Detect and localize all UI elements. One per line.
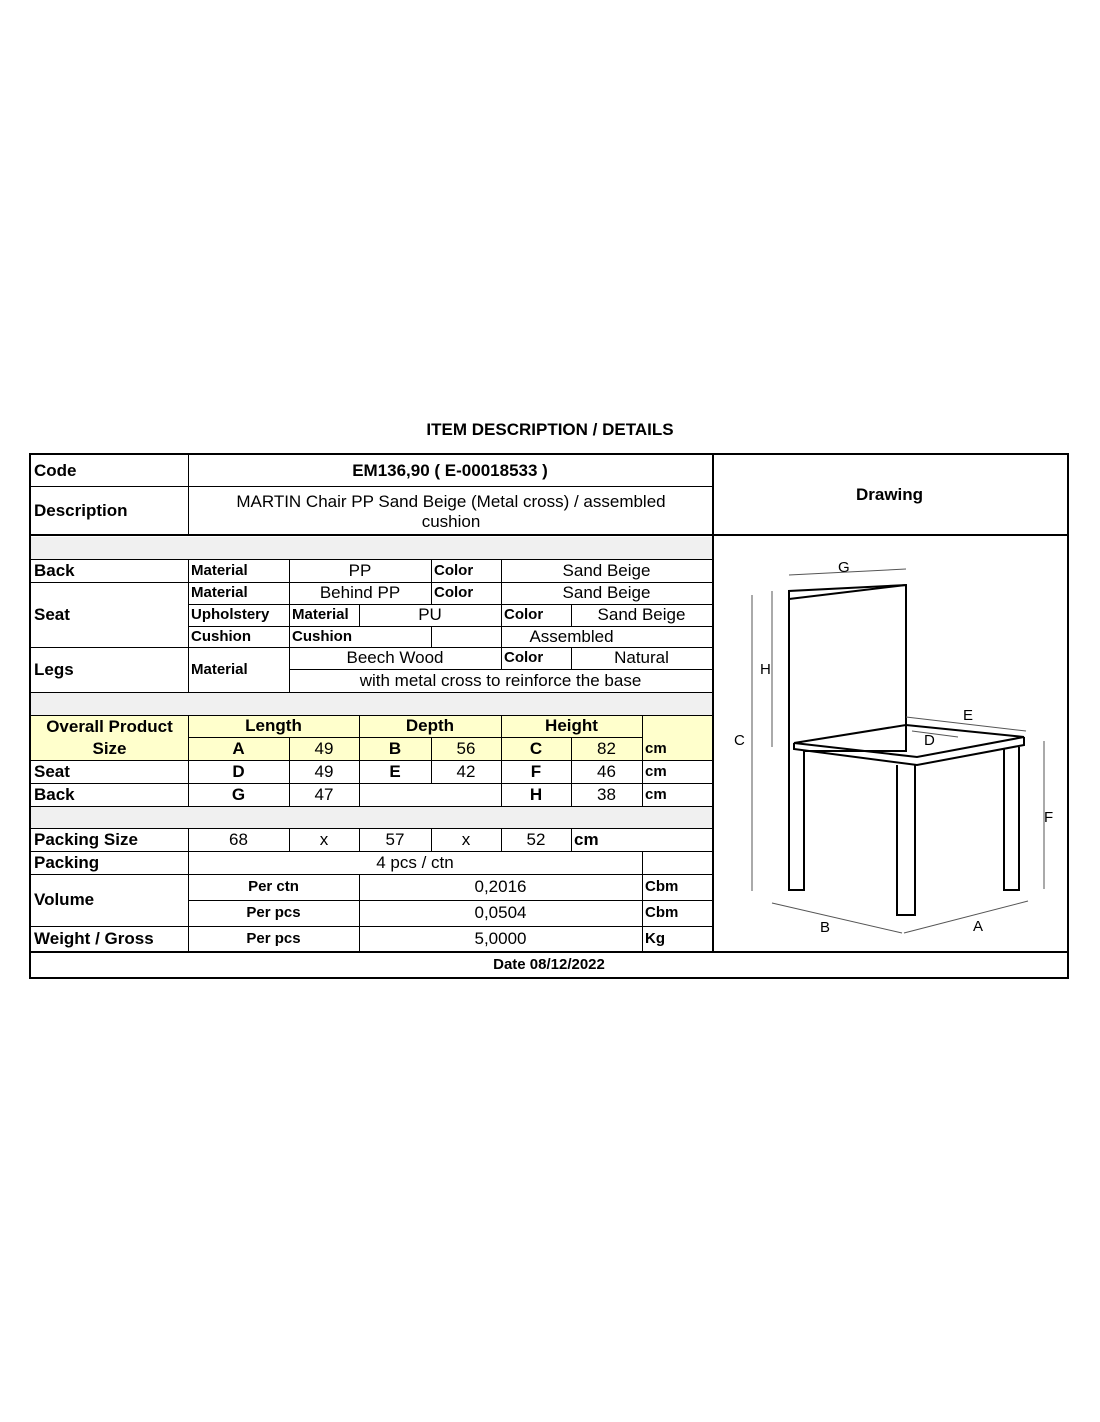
rule <box>501 559 502 669</box>
rule <box>188 604 712 605</box>
rule <box>359 604 360 626</box>
page-title: ITEM DESCRIPTION / DETAILS <box>426 420 674 439</box>
seat-color: Sand Beige <box>562 583 651 602</box>
length-label: Length <box>245 716 302 735</box>
drawing-label-g: G <box>838 559 850 576</box>
size-key-b: B <box>388 738 402 758</box>
rule <box>31 760 712 761</box>
weight-per-label: Per pcs <box>246 930 301 947</box>
chair-diagram <box>712 535 1067 951</box>
seat-size-label: Seat <box>34 761 70 781</box>
drawing-label-f: F <box>1044 809 1054 826</box>
seat-upholstery-color-label: Color <box>504 606 544 623</box>
rule <box>188 626 712 627</box>
seat-material-label: Material <box>191 584 248 601</box>
legs-material: Beech Wood <box>346 648 444 667</box>
back-size-label: Back <box>34 784 75 804</box>
size-key-f: F <box>530 761 542 781</box>
size-key-d: D <box>232 761 245 781</box>
seat-cushion-sub-label: Cushion <box>292 627 352 645</box>
legs-color-label: Color <box>504 649 544 666</box>
volume-per-pcs: 0,0504 <box>474 903 527 922</box>
size-val-g: 47 <box>314 784 334 804</box>
code-label: Code <box>34 461 77 480</box>
back-color-label: Color <box>434 561 474 579</box>
seat-label: Seat <box>34 604 70 624</box>
drawing-label-c: C <box>734 732 745 749</box>
legs-note: with metal cross to reinforce the base <box>359 670 642 690</box>
size-key-h: H <box>529 784 543 804</box>
drawing-label-d: D <box>924 732 935 749</box>
code-value: EM136,90 ( E-00018533 ) <box>352 461 548 480</box>
packing-size-height: 52 <box>526 829 546 849</box>
rule <box>31 715 712 716</box>
rule <box>188 559 189 692</box>
seat-upholstery-label: Upholstery <box>191 606 270 623</box>
chair-drawing <box>712 535 1067 951</box>
size-val-e: 42 <box>456 761 476 781</box>
back-material: PP <box>348 560 372 580</box>
size-val-a: 49 <box>314 738 334 758</box>
packing-label: Packing <box>34 852 100 872</box>
separator-band <box>31 537 712 559</box>
rule <box>31 851 712 852</box>
weight-unit: Kg <box>645 930 665 947</box>
rule <box>289 559 290 692</box>
drawing-label-a: A <box>973 918 984 935</box>
drawing-label-b: B <box>820 919 831 936</box>
rule <box>571 647 572 669</box>
separator-band <box>31 692 712 715</box>
rule <box>31 951 1067 953</box>
depth-label: Depth <box>405 716 455 735</box>
rule <box>359 715 360 806</box>
rule <box>31 486 712 487</box>
size-val-c: 82 <box>597 738 616 758</box>
rule <box>188 737 642 738</box>
seat-color-label: Color <box>434 584 474 601</box>
size-label: Overall Product Size <box>46 716 173 758</box>
packing-size-width: 57 <box>385 829 405 849</box>
rule <box>31 647 712 648</box>
rule <box>31 926 712 927</box>
volume-per-pcs-label: Per pcs <box>246 904 301 921</box>
rule <box>31 582 712 583</box>
drawing-label-h: H <box>760 661 771 678</box>
packing-size-unit: cm <box>574 829 599 849</box>
size-unit: cm <box>645 762 667 780</box>
rule <box>31 874 712 875</box>
volume-per-pcs-unit: Cbm <box>645 904 679 921</box>
drawing-label-e: E <box>963 707 974 724</box>
size-key-e: E <box>389 761 401 781</box>
size-unit: cm <box>645 739 667 757</box>
rule <box>31 806 712 807</box>
packing-size-length: 68 <box>229 829 248 849</box>
description-value: MARTIN Chair PP Sand Beige (Metal cross) / assembled cushion <box>236 492 666 531</box>
volume-per-ctn-unit: Cbm <box>645 878 679 895</box>
rule <box>289 828 290 851</box>
height-label: Height <box>545 716 598 735</box>
rule <box>31 828 712 829</box>
legs-material-label: Material <box>191 660 248 678</box>
size-key-g: G <box>231 784 246 804</box>
seat-cushion-label: Cushion <box>191 627 251 645</box>
chair-leg <box>897 765 915 915</box>
rule <box>431 737 432 783</box>
weight-label: Weight / Gross <box>34 929 154 948</box>
rule <box>188 455 189 535</box>
chair-leg <box>1004 747 1019 890</box>
rule <box>359 874 360 951</box>
legs-color: Natural <box>614 648 669 667</box>
rule <box>188 715 189 806</box>
size-key-a: A <box>232 738 245 758</box>
seat-upholstery-color: Sand Beige <box>597 605 686 624</box>
description-label: Description <box>34 501 128 520</box>
size-val-h: 38 <box>597 784 616 804</box>
size-unit: cm <box>645 785 667 803</box>
back-material-label: Material <box>191 561 248 579</box>
seat-upholstery-material-label: Material <box>292 606 349 623</box>
back-color: Sand Beige <box>562 560 651 580</box>
rule <box>642 715 643 806</box>
rule <box>642 851 643 951</box>
volume-label: Volume <box>34 890 95 909</box>
rule <box>501 715 502 806</box>
weight-value: 5,0000 <box>474 929 527 948</box>
size-key-c: C <box>529 738 543 758</box>
legs-label: Legs <box>34 659 74 679</box>
back-label: Back <box>34 560 75 580</box>
packing-size-x1: x <box>319 829 329 849</box>
seat-upholstery-material: PU <box>418 605 442 624</box>
separator-band <box>31 806 712 828</box>
size-val-d: 49 <box>314 761 334 781</box>
chair-back <box>789 585 906 890</box>
rule <box>359 828 360 851</box>
rule <box>289 737 290 806</box>
size-val-f: 46 <box>597 761 616 781</box>
rule <box>31 783 712 784</box>
rule <box>31 692 712 693</box>
drawing-title: Drawing <box>855 485 924 504</box>
packing-size-x2: x <box>461 829 471 849</box>
rule <box>571 737 572 806</box>
seat-material: Behind PP <box>319 583 401 602</box>
date: Date 08/12/2022 <box>493 955 605 973</box>
volume-per-ctn: 0,2016 <box>474 877 527 896</box>
packing-value: 4 pcs / ctn <box>376 852 454 872</box>
rule <box>571 828 572 851</box>
rule <box>188 828 189 951</box>
rule <box>31 559 712 560</box>
size-val-b: 56 <box>456 738 476 758</box>
rule <box>431 828 432 851</box>
packing-size-label: Packing Size <box>34 829 138 849</box>
rule <box>431 626 432 647</box>
rule <box>571 604 572 626</box>
rule <box>501 828 502 851</box>
rule <box>188 900 712 901</box>
rule <box>431 559 432 604</box>
volume-per-ctn-label: Per ctn <box>248 878 299 895</box>
seat-cushion: Assembled <box>529 626 614 646</box>
rule <box>289 669 712 670</box>
